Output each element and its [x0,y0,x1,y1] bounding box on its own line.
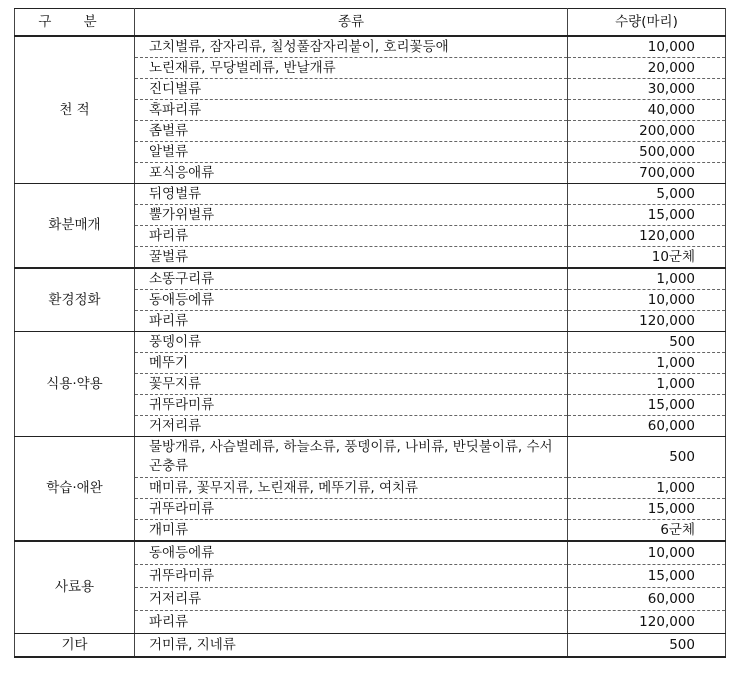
quantity-cell: 500 [568,634,726,658]
kind-cell: 고치벌류, 잠자리류, 칠성풀잠자리붙이, 호리꽃등애 [135,36,568,58]
kind-cell: 거저리류 [135,588,568,611]
table-row [15,268,726,290]
quantity-cell: 700,000 [568,163,726,184]
kind-cell: 파리류 [135,611,568,634]
table-row [15,437,726,478]
quantity-cell: 1,000 [568,374,726,395]
kind-cell: 귀뚜라미류 [135,565,568,588]
kind-cell: 꿀벌류 [135,247,568,269]
table-row [15,541,726,565]
category-cell: 환경정화 [15,268,135,332]
quantity-cell: 500,000 [568,142,726,163]
table-row [15,184,726,205]
quantity-cell: 30,000 [568,79,726,100]
category-cell: 천 적 [15,36,135,184]
quantity-cell: 6군체 [568,520,726,542]
kind-cell: 개미류 [135,520,568,542]
kind-cell: 꽃무지류 [135,374,568,395]
category-cell: 사료용 [15,541,135,634]
quantity-cell: 10,000 [568,541,726,565]
kind-cell: 좀벌류 [135,121,568,142]
kind-cell: 귀뚜라미류 [135,499,568,520]
quantity-cell: 60,000 [568,588,726,611]
quantity-cell: 15,000 [568,395,726,416]
insect-quantity-table [14,8,726,658]
quantity-cell: 1,000 [568,478,726,499]
kind-cell: 동애등에류 [135,541,568,565]
kind-cell: 파리류 [135,311,568,332]
quantity-cell: 5,000 [568,184,726,205]
kind-cell: 소똥구리류 [135,268,568,290]
kind-cell: 풍뎅이류 [135,332,568,353]
kind-cell: 파리류 [135,226,568,247]
header-quantity: 수량(마리) [568,9,726,37]
kind-cell: 혹파리류 [135,100,568,121]
quantity-cell: 1,000 [568,268,726,290]
quantity-cell: 15,000 [568,499,726,520]
header-kind: 종류 [135,9,568,37]
kind-cell: 노린재류, 무당벌레류, 반날개류 [135,58,568,79]
quantity-cell: 15,000 [568,565,726,588]
kind-cell: 뒤영벌류 [135,184,568,205]
kind-cell: 매미류, 꽃무지류, 노린재류, 메뚜기류, 여치류 [135,478,568,499]
quantity-cell: 60,000 [568,416,726,437]
quantity-cell: 120,000 [568,311,726,332]
quantity-cell: 20,000 [568,58,726,79]
quantity-cell: 1,000 [568,353,726,374]
quantity-cell: 500 [568,332,726,353]
category-cell: 학습·애완 [15,437,135,542]
quantity-cell: 40,000 [568,100,726,121]
category-cell: 식용·약용 [15,332,135,437]
kind-cell: 거미류, 지네류 [135,634,568,658]
quantity-cell: 10,000 [568,290,726,311]
table-row [15,36,726,58]
kind-cell: 포식응애류 [135,163,568,184]
quantity-cell: 15,000 [568,205,726,226]
quantity-cell: 120,000 [568,226,726,247]
quantity-cell: 120,000 [568,611,726,634]
quantity-cell: 200,000 [568,121,726,142]
kind-cell: 귀뚜라미류 [135,395,568,416]
kind-cell: 물방개류, 사슴벌레류, 하늘소류, 풍뎅이류, 나비류, 반딧불이류, 수서곤충류 [135,437,568,478]
quantity-cell: 500 [568,437,726,478]
table-row [15,332,726,353]
category-cell: 화분매개 [15,184,135,269]
header-category: 구 분 [15,9,135,37]
header-row [15,9,726,37]
kind-cell: 메뚜기 [135,353,568,374]
kind-cell: 동애등에류 [135,290,568,311]
category-cell: 기타 [15,634,135,658]
quantity-cell: 10,000 [568,36,726,58]
quantity-cell: 10군체 [568,247,726,269]
kind-cell: 진디벌류 [135,79,568,100]
kind-cell: 거저리류 [135,416,568,437]
table-row [15,634,726,658]
kind-cell: 알벌류 [135,142,568,163]
kind-cell: 뿔가위벌류 [135,205,568,226]
